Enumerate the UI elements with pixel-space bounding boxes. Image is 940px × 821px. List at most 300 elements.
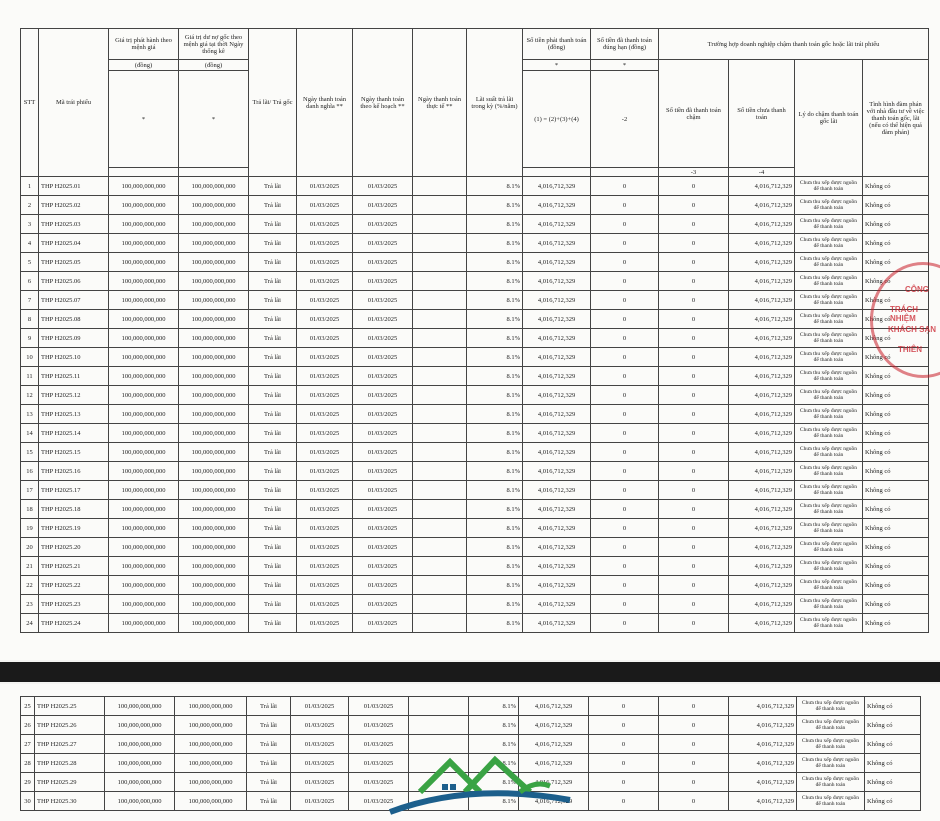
planned-date: 01/03/2025 (353, 348, 413, 367)
negotiation-status: Không có (863, 215, 929, 234)
amount-late-paid: 0 (659, 424, 729, 443)
amount-late-paid: 0 (659, 253, 729, 272)
bond-code: THP H2025.29 (35, 773, 105, 792)
amount-late-paid: 0 (659, 348, 729, 367)
planned-date: 01/03/2025 (353, 424, 413, 443)
payment-type: Trả lãi (249, 595, 297, 614)
outstanding-value: 100,000,000,000 (179, 481, 249, 500)
outstanding-value: 100,000,000,000 (179, 272, 249, 291)
actual-date (413, 481, 467, 500)
table-row (21, 215, 929, 234)
payment-type: Trả lãi (249, 538, 297, 557)
actual-date (413, 367, 467, 386)
amount-unpaid: 4,016,712,329 (729, 754, 797, 773)
bond-code: THP H2025.10 (39, 348, 109, 367)
nominal-date: 01/03/2025 (291, 754, 349, 773)
interest-rate: 8.1% (467, 196, 523, 215)
late-reason: Chưa thu xếp được nguồn để thanh toán (795, 576, 863, 595)
actual-date (413, 595, 467, 614)
bond-code: THP H2025.09 (39, 329, 109, 348)
header-stt: STT (21, 29, 39, 177)
table-row (21, 443, 929, 462)
actual-date (413, 310, 467, 329)
issue-value: 100,000,000,000 (109, 367, 179, 386)
outstanding-value: 100,000,000,000 (179, 215, 249, 234)
issue-value: 100,000,000,000 (109, 291, 179, 310)
late-reason: Chưa thu xếp được nguồn để thanh toán (797, 697, 865, 716)
star-4: * (179, 71, 249, 168)
amount-late-paid: 0 (659, 519, 729, 538)
amount-unpaid: 4,016,712,329 (729, 697, 797, 716)
header-row (21, 29, 929, 60)
outstanding-value: 100,000,000,000 (179, 367, 249, 386)
outstanding-value: 100,000,000,000 (179, 538, 249, 557)
stt: 29 (21, 773, 35, 792)
issue-value: 100,000,000,000 (109, 557, 179, 576)
amount-paid: 0 (591, 348, 659, 367)
bond-code: THP H2025.20 (39, 538, 109, 557)
nominal-date: 01/03/2025 (297, 329, 353, 348)
issue-value: 100,000,000,000 (109, 177, 179, 196)
late-reason: Chưa thu xếp được nguồn để thanh toán (795, 253, 863, 272)
interest-rate: 8.1% (467, 253, 523, 272)
amount-late-paid: 0 (659, 538, 729, 557)
interest-rate: 8.1% (469, 773, 519, 792)
amount-paid: 0 (589, 754, 659, 773)
amount-due: 4,016,712,329 (523, 234, 591, 253)
bond-code: THP H2025.18 (39, 500, 109, 519)
table-row (21, 614, 929, 633)
payment-type: Trả lãi (249, 519, 297, 538)
table-row (21, 595, 929, 614)
table-row (21, 557, 929, 576)
nominal-date: 01/03/2025 (297, 538, 353, 557)
bond-code: THP H2025.30 (35, 792, 105, 811)
amount-paid: 0 (591, 234, 659, 253)
negotiation-status: Không có (863, 462, 929, 481)
planned-date: 01/03/2025 (353, 443, 413, 462)
negotiation-status: Không có (863, 424, 929, 443)
table-row (21, 735, 921, 754)
interest-rate: 8.1% (467, 405, 523, 424)
interest-rate: 8.1% (467, 481, 523, 500)
outstanding-value: 100,000,000,000 (175, 735, 247, 754)
outstanding-value: 100,000,000,000 (179, 614, 249, 633)
amount-paid: 0 (589, 697, 659, 716)
stt: 22 (21, 576, 39, 595)
late-reason: Chưa thu xếp được nguồn để thanh toán (797, 735, 865, 754)
bond-code: THP H2025.07 (39, 291, 109, 310)
page-separator (0, 662, 940, 682)
stt: 16 (21, 462, 39, 481)
header-truong-hop: Trường hợp doanh nghiệp chậm thanh toán gốc hoặc lãi trái phiếu (659, 29, 929, 60)
amount-paid: 0 (589, 773, 659, 792)
interest-rate: 8.1% (469, 735, 519, 754)
planned-date: 01/03/2025 (349, 792, 409, 811)
amount-unpaid: 4,016,712,329 (729, 272, 795, 291)
amount-late-paid: 0 (659, 716, 729, 735)
amount-unpaid: 4,016,712,329 (729, 424, 795, 443)
amount-paid: 0 (591, 367, 659, 386)
outstanding-value: 100,000,000,000 (179, 234, 249, 253)
actual-date (413, 253, 467, 272)
negotiation-status: Không có (863, 557, 929, 576)
stt: 11 (21, 367, 39, 386)
stt: 30 (21, 792, 35, 811)
outstanding-value: 100,000,000,000 (179, 177, 249, 196)
issue-value: 100,000,000,000 (109, 215, 179, 234)
amount-unpaid: 4,016,712,329 (729, 329, 795, 348)
nominal-date: 01/03/2025 (297, 481, 353, 500)
negotiation-status: Không có (863, 310, 929, 329)
outstanding-value: 100,000,000,000 (175, 697, 247, 716)
table-row (21, 253, 929, 272)
stt: 9 (21, 329, 39, 348)
outstanding-value: 100,000,000,000 (175, 773, 247, 792)
nominal-date: 01/03/2025 (291, 773, 349, 792)
amount-due: 4,016,712,329 (523, 253, 591, 272)
negotiation-status: Không có (865, 735, 921, 754)
actual-date (413, 557, 467, 576)
nominal-date: 01/03/2025 (291, 735, 349, 754)
bond-code: THP H2025.05 (39, 253, 109, 272)
amount-paid: 0 (591, 310, 659, 329)
stt: 4 (21, 234, 39, 253)
table-row (21, 424, 929, 443)
amount-unpaid: 4,016,712,329 (729, 792, 797, 811)
late-reason: Chưa thu xếp được nguồn để thanh toán (795, 500, 863, 519)
late-reason: Chưa thu xếp được nguồn để thanh toán (795, 367, 863, 386)
actual-date (413, 177, 467, 196)
issue-value: 100,000,000,000 (109, 424, 179, 443)
nominal-date: 01/03/2025 (297, 614, 353, 633)
payment-type: Trả lãi (249, 196, 297, 215)
amount-unpaid: 4,016,712,329 (729, 405, 795, 424)
amount-unpaid: 4,016,712,329 (729, 735, 797, 754)
star-1: * (523, 60, 591, 71)
payment-type: Trả lãi (249, 310, 297, 329)
amount-paid: 0 (591, 177, 659, 196)
interest-rate: 8.1% (467, 614, 523, 633)
header-da-cham: Số tiền đã thanh toán chậm (659, 60, 729, 168)
amount-due: 4,016,712,329 (523, 215, 591, 234)
nominal-date: 01/03/2025 (291, 792, 349, 811)
payment-type: Trả lãi (249, 424, 297, 443)
amount-late-paid: 0 (659, 697, 729, 716)
outstanding-value: 100,000,000,000 (179, 348, 249, 367)
planned-date: 01/03/2025 (353, 462, 413, 481)
nominal-date: 01/03/2025 (297, 424, 353, 443)
stt: 8 (21, 310, 39, 329)
bond-code: THP H2025.03 (39, 215, 109, 234)
nominal-date: 01/03/2025 (297, 405, 353, 424)
stt: 18 (21, 500, 39, 519)
nominal-date: 01/03/2025 (291, 716, 349, 735)
outstanding-value: 100,000,000,000 (179, 500, 249, 519)
stt: 20 (21, 538, 39, 557)
amount-late-paid: 0 (659, 576, 729, 595)
amount-unpaid: 4,016,712,329 (729, 291, 795, 310)
outstanding-value: 100,000,000,000 (175, 716, 247, 735)
payment-type: Trả lãi (249, 329, 297, 348)
bond-code: THP H2025.23 (39, 595, 109, 614)
issue-value: 100,000,000,000 (109, 386, 179, 405)
stamp-line-4: THIÊN (898, 345, 922, 354)
late-reason: Chưa thu xếp được nguồn để thanh toán (795, 329, 863, 348)
late-reason: Chưa thu xếp được nguồn để thanh toán (795, 310, 863, 329)
nominal-date: 01/03/2025 (297, 272, 353, 291)
interest-rate: 8.1% (469, 716, 519, 735)
outstanding-value: 100,000,000,000 (179, 443, 249, 462)
amount-paid: 0 (591, 291, 659, 310)
minus-3: -3 (659, 168, 729, 177)
nominal-date: 01/03/2025 (297, 348, 353, 367)
nominal-date: 01/03/2025 (297, 576, 353, 595)
amount-late-paid: 0 (659, 177, 729, 196)
table-row (21, 272, 929, 291)
bond-code: THP H2025.12 (39, 386, 109, 405)
amount-paid: 0 (591, 538, 659, 557)
late-reason: Chưa thu xếp được nguồn để thanh toán (795, 443, 863, 462)
negotiation-status: Không có (863, 291, 929, 310)
negotiation-status: Không có (863, 196, 929, 215)
stt: 21 (21, 557, 39, 576)
bond-code: THP H2025.04 (39, 234, 109, 253)
amount-unpaid: 4,016,712,329 (729, 500, 795, 519)
actual-date (413, 215, 467, 234)
actual-date (413, 196, 467, 215)
minus-2: -2 (591, 71, 659, 168)
amount-due: 4,016,712,329 (523, 614, 591, 633)
amount-late-paid: 0 (659, 462, 729, 481)
amount-late-paid: 0 (659, 595, 729, 614)
bond-code: THP H2025.16 (39, 462, 109, 481)
actual-date (413, 291, 467, 310)
issue-value: 100,000,000,000 (109, 500, 179, 519)
actual-date (413, 424, 467, 443)
late-reason: Chưa thu xếp được nguồn để thanh toán (795, 386, 863, 405)
interest-rate: 8.1% (467, 348, 523, 367)
header-gia-tri: Giá trị phát hành theo mệnh giá (109, 29, 179, 60)
table-row (21, 310, 929, 329)
nominal-date: 01/03/2025 (297, 291, 353, 310)
amount-paid: 0 (589, 735, 659, 754)
table-row (21, 576, 929, 595)
issue-value: 100,000,000,000 (109, 538, 179, 557)
negotiation-status: Không có (865, 697, 921, 716)
stt: 2 (21, 196, 39, 215)
payment-type: Trả lãi (249, 177, 297, 196)
negotiation-status: Không có (863, 234, 929, 253)
amount-unpaid: 4,016,712,329 (729, 348, 795, 367)
table-row (21, 405, 929, 424)
nominal-date: 01/03/2025 (297, 234, 353, 253)
amount-due: 4,016,712,329 (523, 291, 591, 310)
interest-rate: 8.1% (469, 754, 519, 773)
table-row (21, 519, 929, 538)
issue-value: 100,000,000,000 (109, 595, 179, 614)
stamp-line-1: CÔNG (905, 285, 929, 294)
issue-value: 100,000,000,000 (109, 614, 179, 633)
nominal-date: 01/03/2025 (297, 557, 353, 576)
payment-type: Trả lãi (249, 253, 297, 272)
watermark-logo (380, 752, 580, 821)
table-row (21, 329, 929, 348)
planned-date: 01/03/2025 (353, 386, 413, 405)
late-reason: Chưa thu xếp được nguồn để thanh toán (795, 215, 863, 234)
outstanding-value: 100,000,000,000 (179, 519, 249, 538)
nominal-date: 01/03/2025 (297, 595, 353, 614)
header-tra: Trả lãi/ Trả gốc (249, 29, 297, 177)
planned-date: 01/03/2025 (353, 253, 413, 272)
negotiation-status: Không có (863, 367, 929, 386)
actual-date (413, 443, 467, 462)
issue-value: 100,000,000,000 (105, 735, 175, 754)
late-reason: Chưa thu xếp được nguồn để thanh toán (797, 773, 865, 792)
amount-late-paid: 0 (659, 792, 729, 811)
amount-unpaid: 4,016,712,329 (729, 716, 797, 735)
outstanding-value: 100,000,000,000 (179, 576, 249, 595)
stt: 17 (21, 481, 39, 500)
planned-date: 01/03/2025 (349, 773, 409, 792)
payment-type: Trả lãi (247, 716, 291, 735)
negotiation-status: Không có (863, 595, 929, 614)
header-ma: Mã trái phiếu (39, 29, 109, 177)
nominal-date: 01/03/2025 (297, 196, 353, 215)
amount-due: 4,016,712,329 (519, 697, 589, 716)
issue-value: 100,000,000,000 (109, 519, 179, 538)
planned-date: 01/03/2025 (353, 196, 413, 215)
amount-due: 4,016,712,329 (519, 754, 589, 773)
stt: 13 (21, 405, 39, 424)
planned-date: 01/03/2025 (353, 538, 413, 557)
bond-code: THP H2025.26 (35, 716, 105, 735)
planned-date: 01/03/2025 (353, 234, 413, 253)
payment-type: Trả lãi (249, 614, 297, 633)
amount-paid: 0 (591, 595, 659, 614)
outstanding-value: 100,000,000,000 (179, 462, 249, 481)
nominal-date: 01/03/2025 (297, 462, 353, 481)
stt: 25 (21, 697, 35, 716)
amount-unpaid: 4,016,712,329 (729, 215, 795, 234)
late-reason: Chưa thu xếp được nguồn để thanh toán (797, 754, 865, 773)
negotiation-status: Không có (863, 272, 929, 291)
stt: 3 (21, 215, 39, 234)
payment-type: Trả lãi (247, 754, 291, 773)
negotiation-status: Không có (865, 792, 921, 811)
interest-rate: 8.1% (467, 519, 523, 538)
interest-rate: 8.1% (467, 500, 523, 519)
minus-4: -4 (729, 168, 795, 177)
amount-due: 4,016,712,329 (523, 576, 591, 595)
interest-rate: 8.1% (467, 424, 523, 443)
negotiation-status: Không có (863, 405, 929, 424)
amount-late-paid: 0 (659, 386, 729, 405)
interest-rate: 8.1% (467, 310, 523, 329)
table-row (21, 348, 929, 367)
amount-unpaid: 4,016,712,329 (729, 557, 795, 576)
nominal-date: 01/03/2025 (291, 697, 349, 716)
stt: 15 (21, 443, 39, 462)
planned-date: 01/03/2025 (353, 177, 413, 196)
planned-date: 01/03/2025 (353, 291, 413, 310)
amount-due: 4,016,712,329 (523, 443, 591, 462)
actual-date (413, 614, 467, 633)
table-row (21, 462, 929, 481)
amount-unpaid: 4,016,712,329 (729, 538, 795, 557)
amount-late-paid: 0 (659, 443, 729, 462)
stt: 1 (21, 177, 39, 196)
issue-value: 100,000,000,000 (105, 754, 175, 773)
actual-date (409, 716, 469, 735)
payment-type: Trả lãi (249, 557, 297, 576)
amount-late-paid: 0 (659, 196, 729, 215)
outstanding-value: 100,000,000,000 (175, 754, 247, 773)
negotiation-status: Không có (863, 386, 929, 405)
interest-rate: 8.1% (467, 234, 523, 253)
outstanding-value: 100,000,000,000 (179, 310, 249, 329)
amount-paid: 0 (591, 557, 659, 576)
planned-date: 01/03/2025 (353, 595, 413, 614)
amount-unpaid: 4,016,712,329 (729, 773, 797, 792)
interest-rate: 8.1% (467, 386, 523, 405)
planned-date: 01/03/2025 (349, 735, 409, 754)
negotiation-status: Không có (865, 754, 921, 773)
planned-date: 01/03/2025 (353, 557, 413, 576)
late-reason: Chưa thu xếp được nguồn để thanh toán (797, 792, 865, 811)
bond-code: THP H2025.11 (39, 367, 109, 386)
table-row (21, 234, 929, 253)
stt: 10 (21, 348, 39, 367)
bond-code: THP H2025.25 (35, 697, 105, 716)
bond-code: THP H2025.06 (39, 272, 109, 291)
amount-due: 4,016,712,329 (523, 177, 591, 196)
amount-due: 4,016,712,329 (523, 538, 591, 557)
outstanding-value: 100,000,000,000 (179, 291, 249, 310)
stt: 24 (21, 614, 39, 633)
outstanding-value: 100,000,000,000 (179, 196, 249, 215)
amount-due: 4,016,712,329 (523, 500, 591, 519)
outstanding-value: 100,000,000,000 (179, 405, 249, 424)
amount-due: 4,016,712,329 (523, 272, 591, 291)
planned-date: 01/03/2025 (349, 697, 409, 716)
interest-rate: 8.1% (467, 576, 523, 595)
issue-value: 100,000,000,000 (109, 481, 179, 500)
header-du-no: Giá trị dư nợ gốc theo mệnh giá tại thời Ngày thống kê (179, 29, 249, 60)
issue-value: 100,000,000,000 (109, 272, 179, 291)
actual-date (413, 348, 467, 367)
late-reason: Chưa thu xếp được nguồn để thanh toán (795, 196, 863, 215)
late-reason: Chưa thu xếp được nguồn để thanh toán (797, 716, 865, 735)
issue-value: 100,000,000,000 (109, 234, 179, 253)
amount-late-paid: 0 (659, 367, 729, 386)
interest-rate: 8.1% (467, 557, 523, 576)
amount-late-paid: 0 (659, 500, 729, 519)
amount-due: 4,016,712,329 (519, 773, 589, 792)
amount-due: 4,016,712,329 (523, 405, 591, 424)
amount-paid: 0 (591, 329, 659, 348)
amount-late-paid: 0 (659, 215, 729, 234)
amount-due: 4,016,712,329 (523, 329, 591, 348)
planned-date: 01/03/2025 (349, 754, 409, 773)
late-reason: Chưa thu xếp được nguồn để thanh toán (795, 348, 863, 367)
payment-type: Trả lãi (249, 462, 297, 481)
negotiation-status: Không có (865, 716, 921, 735)
nominal-date: 01/03/2025 (297, 177, 353, 196)
late-reason: Chưa thu xếp được nguồn để thanh toán (795, 595, 863, 614)
amount-paid: 0 (589, 716, 659, 735)
nominal-date: 01/03/2025 (297, 253, 353, 272)
